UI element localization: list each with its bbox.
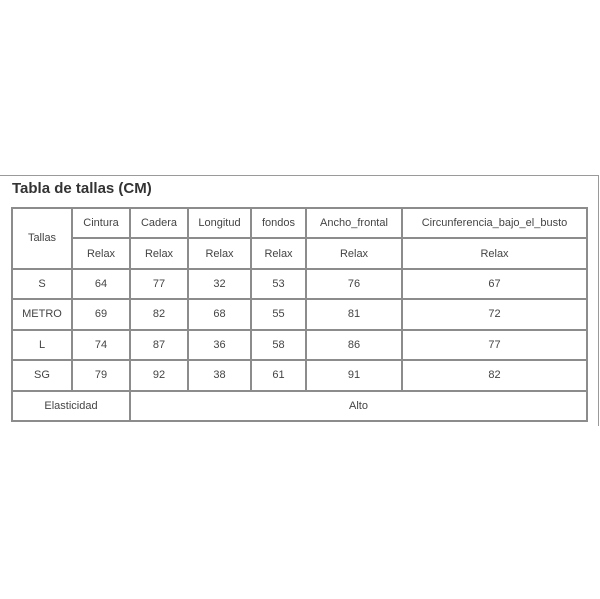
table-cell: 82 (402, 360, 587, 390)
column-header-circunferencia: Circunferencia_bajo_el_busto (402, 208, 587, 238)
table-cell: 36 (188, 330, 251, 360)
table-cell: 74 (72, 330, 130, 360)
table-header-row (12, 208, 587, 238)
table-cell: 77 (402, 330, 587, 360)
size-label: METRO (12, 299, 72, 329)
table-cell: 86 (306, 330, 402, 360)
table-cell: 92 (130, 360, 188, 390)
column-header-cintura: Cintura (72, 208, 130, 238)
table-cell: 82 (130, 299, 188, 329)
column-header-cadera: Cadera (130, 208, 188, 238)
elasticity-value: Alto (130, 391, 587, 421)
table-cell: 64 (72, 269, 130, 299)
subheader-cell: Relax (306, 238, 402, 268)
table-footer-row (12, 391, 587, 421)
size-column-header: Tallas (12, 208, 72, 269)
table-cell: 61 (251, 360, 306, 390)
table-cell: 87 (130, 330, 188, 360)
size-chart-panel (0, 175, 599, 426)
table-cell: 72 (402, 299, 587, 329)
table-row (12, 269, 587, 299)
size-label: SG (12, 360, 72, 390)
table-cell: 55 (251, 299, 306, 329)
subheader-cell: Relax (130, 238, 188, 268)
table-cell: 76 (306, 269, 402, 299)
subheader-cell: Relax (72, 238, 130, 268)
column-header-fondos: fondos (251, 208, 306, 238)
column-header-longitud: Longitud (188, 208, 251, 238)
size-label: S (12, 269, 72, 299)
table-subheader-row (12, 238, 587, 268)
table-cell: 81 (306, 299, 402, 329)
table-row (12, 360, 587, 390)
size-chart-table (11, 207, 588, 422)
table-cell: 69 (72, 299, 130, 329)
table-row (12, 330, 587, 360)
size-label: L (12, 330, 72, 360)
table-cell: 79 (72, 360, 130, 390)
table-cell: 67 (402, 269, 587, 299)
table-cell: 38 (188, 360, 251, 390)
table-cell: 77 (130, 269, 188, 299)
subheader-cell: Relax (188, 238, 251, 268)
table-cell: 68 (188, 299, 251, 329)
table-cell: 58 (251, 330, 306, 360)
table-cell: 53 (251, 269, 306, 299)
column-header-ancho-frontal: Ancho_frontal (306, 208, 402, 238)
table-cell: 32 (188, 269, 251, 299)
table-cell: 91 (306, 360, 402, 390)
table-row (12, 299, 587, 329)
elasticity-label: Elasticidad (12, 391, 130, 421)
size-chart-title: Tabla de tallas (CM) (12, 180, 152, 197)
subheader-cell: Relax (251, 238, 306, 268)
subheader-cell: Relax (402, 238, 587, 268)
